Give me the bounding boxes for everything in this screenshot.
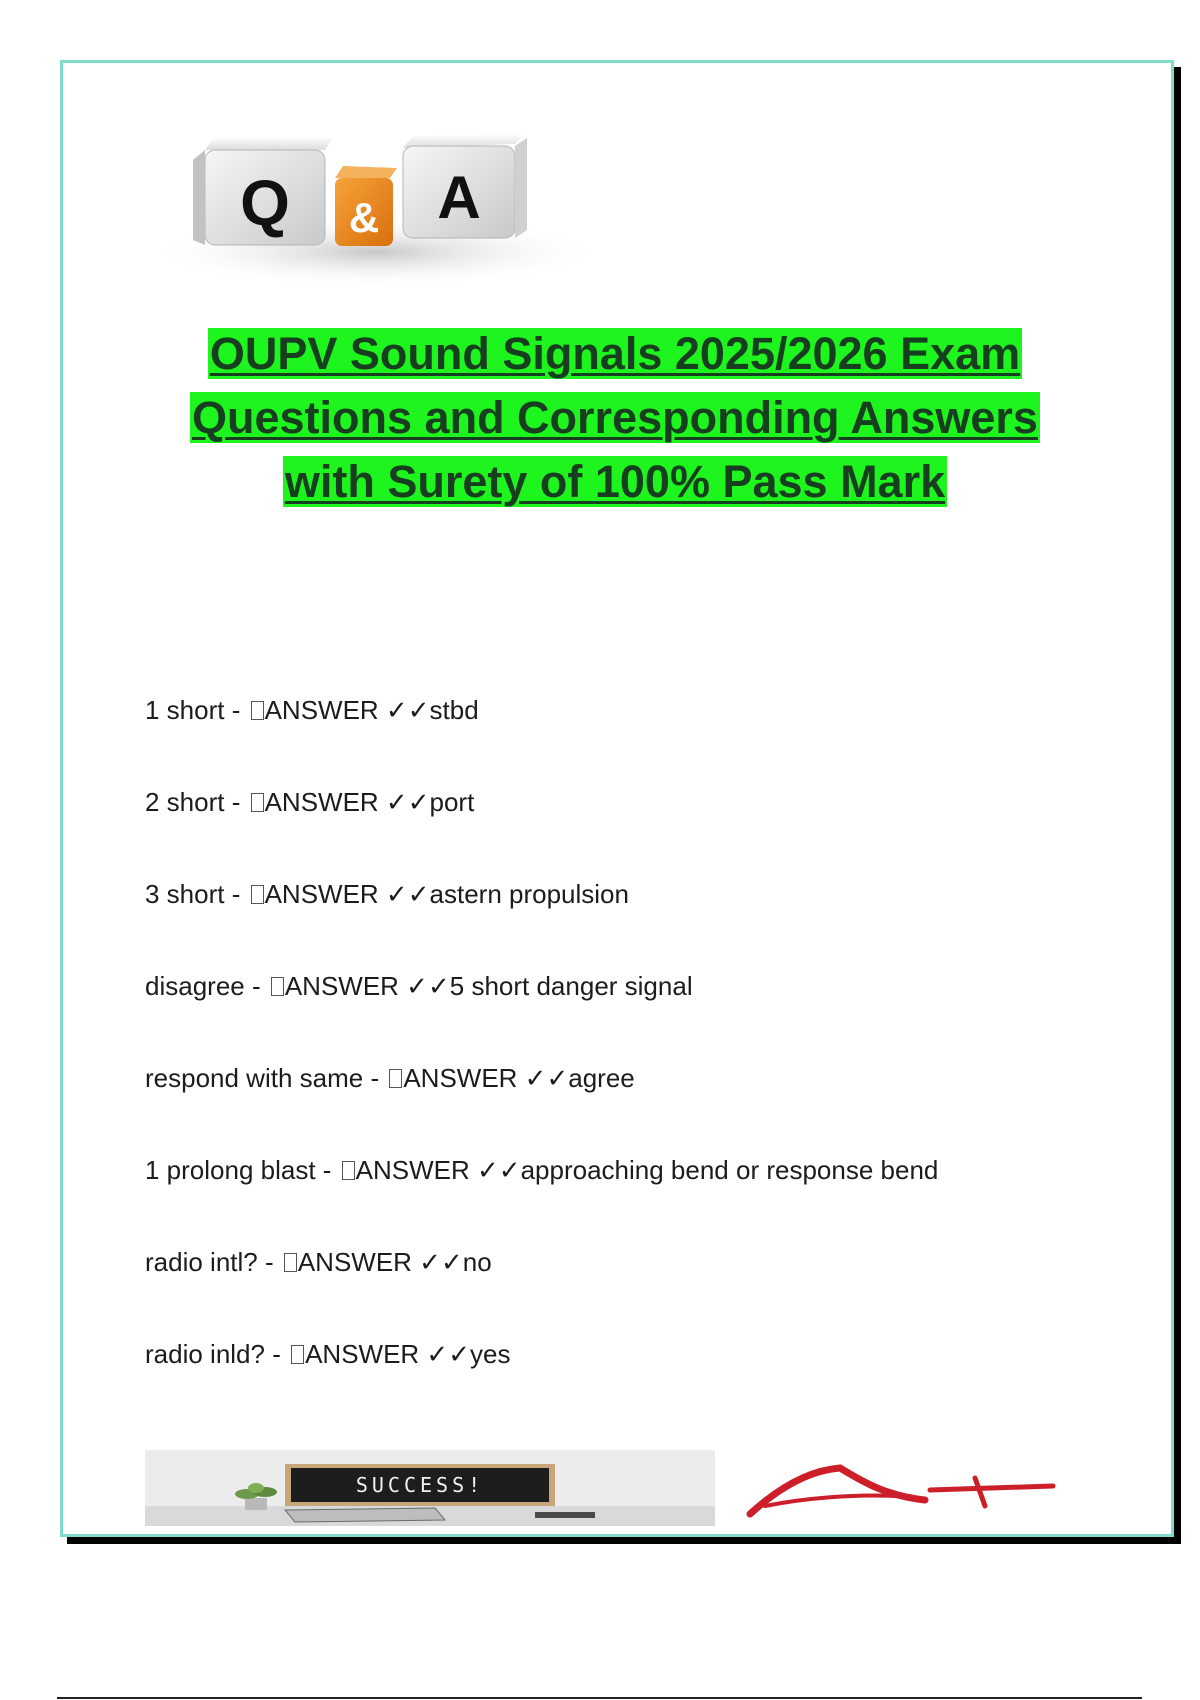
qa-question: 2 short - <box>145 787 248 817</box>
qa-answer: 5 short danger signal <box>449 971 693 1001</box>
qa-item <box>145 1334 938 1426</box>
qa-item <box>145 690 938 782</box>
bottom-rule <box>57 1697 1142 1699</box>
qa-answer-label: ANSWER ✓✓ <box>264 787 430 817</box>
qa-item <box>145 1242 938 1334</box>
qa-answer: no <box>462 1247 492 1277</box>
qa-question: radio inld? - <box>145 1339 289 1369</box>
qa-answer-label: ANSWER ✓✓ <box>264 879 430 909</box>
qa-item <box>145 874 938 966</box>
qa-question: 3 short - <box>145 879 248 909</box>
qa-item <box>145 1058 938 1150</box>
ampersand-die <box>335 166 397 246</box>
qa-question: disagree - <box>145 971 268 1001</box>
title-line-2: Questions and Corresponding Answers <box>192 392 1038 443</box>
success-text: SUCCESS! <box>355 1473 485 1497</box>
qa-question: respond with same - <box>145 1063 387 1093</box>
qa-answer: astern propulsion <box>429 879 629 909</box>
a-plus-text: A+ <box>745 1462 747 1463</box>
qa-question: 1 short - <box>145 695 248 725</box>
missing-glyph-icon <box>389 1069 402 1088</box>
missing-glyph-icon <box>251 885 264 904</box>
qa-answer-label: ANSWER ✓✓ <box>305 1339 470 1369</box>
qa-answer: agree <box>568 1063 635 1093</box>
q-die <box>193 136 333 245</box>
a-letter: A <box>437 164 481 231</box>
qa-answer-label: ANSWER ✓✓ <box>403 1063 569 1093</box>
title-line-3: with Surety of 100% Pass Mark <box>284 456 946 507</box>
missing-glyph-icon <box>251 701 264 720</box>
qa-answer: stbd <box>429 695 479 725</box>
a-plus-icon <box>750 1468 1053 1514</box>
qa-answer: yes <box>470 1339 511 1369</box>
success-banner-image <box>145 1450 715 1526</box>
missing-glyph-icon <box>271 977 284 996</box>
qa-item <box>145 782 938 874</box>
qa-item <box>145 966 938 1058</box>
qa-answer: port <box>429 787 475 817</box>
qa-item <box>145 1150 938 1242</box>
a-die <box>403 134 527 238</box>
missing-glyph-icon <box>291 1345 304 1364</box>
missing-glyph-icon <box>342 1161 355 1180</box>
qa-answer-label: ANSWER ✓✓ <box>297 1247 463 1277</box>
title-line-1: OUPV Sound Signals 2025/2026 Exam <box>209 328 1021 379</box>
qa-question: radio intl? - <box>145 1247 281 1277</box>
qa-answer-label: ANSWER ✓✓ <box>355 1155 521 1185</box>
missing-glyph-icon <box>284 1253 297 1272</box>
missing-glyph-icon <box>251 793 264 812</box>
qa-question: 1 prolong blast - <box>145 1155 339 1185</box>
a-plus-image <box>745 1462 1060 1522</box>
qa-answer-label: ANSWER ✓✓ <box>284 971 450 1001</box>
ampersand-letter: & <box>348 194 380 241</box>
q-letter: Q <box>240 167 290 239</box>
qa-list <box>145 690 938 1426</box>
qa-answer-label: ANSWER ✓✓ <box>264 695 430 725</box>
qa-dice-logo <box>145 80 600 290</box>
qa-answer: approaching bend or response bend <box>520 1155 939 1185</box>
page-title <box>100 322 1130 514</box>
